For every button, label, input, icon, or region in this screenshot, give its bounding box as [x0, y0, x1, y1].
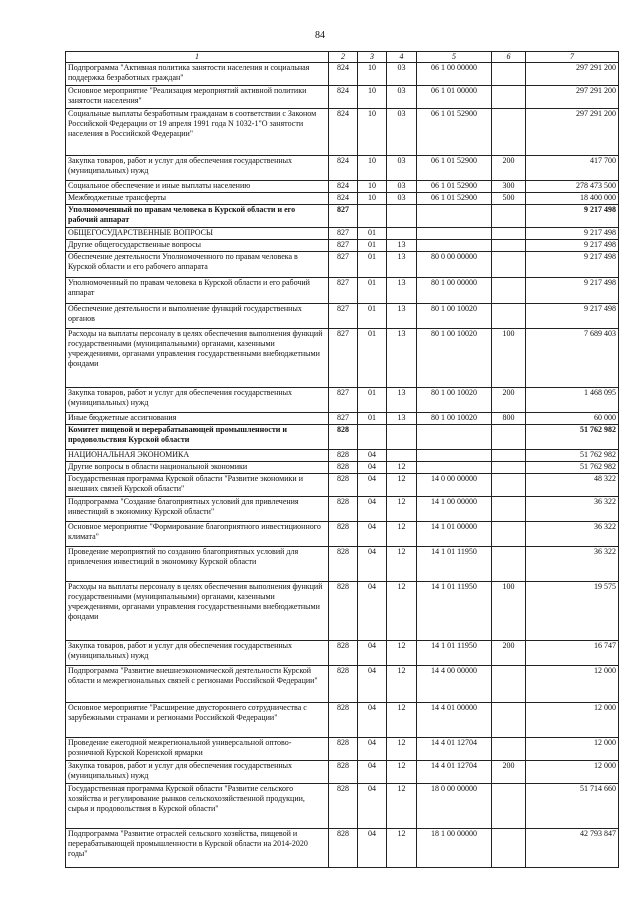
row-target-article-cell — [417, 240, 492, 252]
row-subsection-cell: 12 — [387, 641, 417, 666]
row-subsection-cell: 12 — [387, 522, 417, 547]
row-target-article-cell: 06 1 01 52900 — [417, 181, 492, 193]
row-target-article-cell: 80 0 00 00000 — [417, 252, 492, 278]
table-row — [66, 462, 619, 474]
row-expense-type-cell — [492, 278, 526, 304]
row-ved-cell: 827 — [329, 304, 358, 329]
table-row — [66, 641, 619, 666]
row-subsection-cell: 12 — [387, 829, 417, 868]
row-target-article-cell — [417, 425, 492, 450]
row-target-article-cell: 14 1 01 00000 — [417, 522, 492, 547]
table-row — [66, 329, 619, 388]
row-amount-cell: 12 000 — [526, 666, 619, 703]
table-row — [66, 784, 619, 829]
row-section-cell — [358, 425, 387, 450]
row-subsection-cell: 12 — [387, 474, 417, 497]
table-row — [66, 109, 619, 156]
table-row — [66, 63, 619, 86]
table-row — [66, 156, 619, 181]
row-name-cell: Уполномоченный по правам человека в Курской области и его рабочий аппарат — [66, 205, 329, 228]
table-row — [66, 666, 619, 703]
table-row — [66, 547, 619, 582]
row-expense-type-cell — [492, 109, 526, 156]
row-amount-cell: 9 217 498 — [526, 304, 619, 329]
row-target-article-cell: 80 1 00 10020 — [417, 388, 492, 413]
row-subsection-cell: 12 — [387, 547, 417, 582]
table-row — [66, 761, 619, 784]
row-section-cell: 01 — [358, 304, 387, 329]
row-section-cell: 04 — [358, 462, 387, 474]
row-section-cell: 01 — [358, 278, 387, 304]
row-expense-type-cell — [492, 425, 526, 450]
row-section-cell — [358, 205, 387, 228]
row-amount-cell: 9 217 498 — [526, 228, 619, 240]
row-section-cell: 04 — [358, 666, 387, 703]
row-expense-type-cell — [492, 784, 526, 829]
row-ved-cell: 828 — [329, 829, 358, 868]
row-expense-type-cell — [492, 228, 526, 240]
table-row — [66, 474, 619, 497]
row-target-article-cell — [417, 450, 492, 462]
row-expense-type-cell — [492, 474, 526, 497]
row-ved-cell: 828 — [329, 738, 358, 761]
row-expense-type-cell — [492, 450, 526, 462]
row-subsection-cell: 03 — [387, 193, 417, 205]
row-ved-cell: 827 — [329, 240, 358, 252]
row-subsection-cell — [387, 205, 417, 228]
row-target-article-cell: 14 4 01 12704 — [417, 761, 492, 784]
row-target-article-cell: 18 0 00 00000 — [417, 784, 492, 829]
page-number: 84 — [315, 30, 325, 41]
row-expense-type-cell — [492, 547, 526, 582]
row-ved-cell: 827 — [329, 413, 358, 425]
table-row — [66, 829, 619, 868]
row-name-cell: Уполномоченный по правам человека в Курской области и его рабочий аппарат — [66, 278, 329, 304]
row-ved-cell: 827 — [329, 329, 358, 388]
row-target-article-cell — [417, 228, 492, 240]
row-subsection-cell: 13 — [387, 278, 417, 304]
row-amount-cell: 60 000 — [526, 413, 619, 425]
row-ved-cell: 827 — [329, 252, 358, 278]
column-header: 3 — [358, 52, 387, 63]
row-subsection-cell: 13 — [387, 252, 417, 278]
table-row — [66, 193, 619, 205]
row-ved-cell: 824 — [329, 109, 358, 156]
row-expense-type-cell — [492, 462, 526, 474]
row-target-article-cell: 80 1 00 10020 — [417, 413, 492, 425]
row-amount-cell: 16 747 — [526, 641, 619, 666]
row-expense-type-cell: 100 — [492, 582, 526, 641]
table-row — [66, 522, 619, 547]
row-section-cell: 01 — [358, 240, 387, 252]
row-amount-cell: 278 473 500 — [526, 181, 619, 193]
row-subsection-cell: 03 — [387, 63, 417, 86]
row-expense-type-cell — [492, 86, 526, 109]
row-amount-cell: 36 322 — [526, 522, 619, 547]
table-row — [66, 181, 619, 193]
row-expense-type-cell — [492, 666, 526, 703]
row-name-cell: Основное мероприятие "Формирование благоприятного инвестиционного климата" — [66, 522, 329, 547]
row-target-article-cell: 14 1 01 11950 — [417, 641, 492, 666]
row-section-cell: 01 — [358, 329, 387, 388]
row-amount-cell: 9 217 498 — [526, 252, 619, 278]
row-section-cell: 04 — [358, 703, 387, 738]
row-target-article-cell — [417, 462, 492, 474]
row-section-cell: 04 — [358, 497, 387, 522]
row-ved-cell: 828 — [329, 761, 358, 784]
row-name-cell: Межбюджетные трансферты — [66, 193, 329, 205]
row-target-article-cell: 06 1 00 00000 — [417, 63, 492, 86]
table-row — [66, 425, 619, 450]
row-name-cell: Закупка товаров, работ и услуг для обеспечения государственных (муниципальных) нужд — [66, 156, 329, 181]
row-name-cell: Закупка товаров, работ и услуг для обеспечения государственных (муниципальных) нужд — [66, 761, 329, 784]
row-amount-cell: 9 217 498 — [526, 205, 619, 228]
row-expense-type-cell — [492, 205, 526, 228]
row-expense-type-cell: 500 — [492, 193, 526, 205]
row-name-cell: Проведение ежегодной межрегиональной универсальной оптово-розничной Курской Коренской ярмарки — [66, 738, 329, 761]
row-name-cell: Подпрограмма "Создание благоприятных условий для привлечения инвестиций в экономику Курской области" — [66, 497, 329, 522]
row-section-cell: 04 — [358, 450, 387, 462]
row-ved-cell: 827 — [329, 278, 358, 304]
row-ved-cell: 828 — [329, 425, 358, 450]
row-name-cell: Другие общегосударственные вопросы — [66, 240, 329, 252]
row-target-article-cell: 14 4 00 00000 — [417, 666, 492, 703]
row-section-cell: 10 — [358, 193, 387, 205]
row-amount-cell: 9 217 498 — [526, 240, 619, 252]
row-amount-cell: 51 762 982 — [526, 462, 619, 474]
row-name-cell: Расходы на выплаты персоналу в целях обеспечения выполнения функций государственными (муниципальными) органами, казенными учреждениями, органами управления государственными внебюджетными фондами — [66, 582, 329, 641]
row-name-cell: Основное мероприятие "Реализация мероприятий активной политики занятости населения" — [66, 86, 329, 109]
row-name-cell: Социальные выплаты безработным гражданам в соответствии с Законом Российской Федерации от 19 апреля 1991 года N 1032-1"О занятости населения в Российской Федерации" — [66, 109, 329, 156]
table-row — [66, 278, 619, 304]
row-subsection-cell: 12 — [387, 703, 417, 738]
table-row — [66, 497, 619, 522]
row-section-cell: 04 — [358, 547, 387, 582]
row-subsection-cell — [387, 228, 417, 240]
row-target-article-cell: 06 1 01 52900 — [417, 109, 492, 156]
row-section-cell: 10 — [358, 86, 387, 109]
table-body — [66, 63, 619, 868]
row-ved-cell: 827 — [329, 388, 358, 413]
row-target-article-cell: 18 1 00 00000 — [417, 829, 492, 868]
row-ved-cell: 828 — [329, 474, 358, 497]
row-name-cell: ОБЩЕГОСУДАРСТВЕННЫЕ ВОПРОСЫ — [66, 228, 329, 240]
row-section-cell: 10 — [358, 156, 387, 181]
row-target-article-cell: 14 4 01 12704 — [417, 738, 492, 761]
table-row — [66, 413, 619, 425]
table-header-row — [66, 52, 619, 63]
row-name-cell: НАЦИОНАЛЬНАЯ ЭКОНОМИКА — [66, 450, 329, 462]
row-name-cell: Основное мероприятие "Расширение двустороннего сотрудничества с зарубежными странами и регионами Российской Федерации" — [66, 703, 329, 738]
row-ved-cell: 828 — [329, 582, 358, 641]
table-row — [66, 252, 619, 278]
row-amount-cell: 19 575 — [526, 582, 619, 641]
row-name-cell: Подпрограмма "Активная политика занятости населения и социальная поддержка безработных граждан" — [66, 63, 329, 86]
row-subsection-cell: 03 — [387, 156, 417, 181]
row-name-cell: Комитет пищевой и перерабатывающей промышленности и продовольствия Курской области — [66, 425, 329, 450]
table-row — [66, 304, 619, 329]
row-name-cell: Закупка товаров, работ и услуг для обеспечения государственных (муниципальных) нужд — [66, 388, 329, 413]
row-subsection-cell: 12 — [387, 462, 417, 474]
row-section-cell: 10 — [358, 109, 387, 156]
row-subsection-cell: 03 — [387, 86, 417, 109]
row-section-cell: 04 — [358, 761, 387, 784]
row-section-cell: 10 — [358, 63, 387, 86]
row-expense-type-cell: 100 — [492, 329, 526, 388]
row-expense-type-cell: 200 — [492, 388, 526, 413]
row-subsection-cell: 13 — [387, 240, 417, 252]
row-ved-cell: 824 — [329, 156, 358, 181]
row-amount-cell: 51 762 982 — [526, 450, 619, 462]
row-expense-type-cell: 200 — [492, 761, 526, 784]
row-ved-cell: 824 — [329, 63, 358, 86]
row-name-cell: Государственная программа Курской области "Развитие сельского хозяйства и регулирование рынков сельскохозяйственной продукции, сырья и продовольствия в Курской области" — [66, 784, 329, 829]
row-expense-type-cell — [492, 829, 526, 868]
row-amount-cell: 12 000 — [526, 761, 619, 784]
row-ved-cell: 828 — [329, 450, 358, 462]
row-subsection-cell: 13 — [387, 304, 417, 329]
row-section-cell: 04 — [358, 641, 387, 666]
row-expense-type-cell — [492, 252, 526, 278]
row-amount-cell: 417 700 — [526, 156, 619, 181]
row-expense-type-cell — [492, 522, 526, 547]
row-target-article-cell: 80 1 00 00000 — [417, 278, 492, 304]
column-header: 4 — [387, 52, 417, 63]
table-row — [66, 240, 619, 252]
table-row — [66, 738, 619, 761]
row-amount-cell: 297 291 200 — [526, 63, 619, 86]
row-subsection-cell: 12 — [387, 582, 417, 641]
row-amount-cell: 36 322 — [526, 497, 619, 522]
row-expense-type-cell: 200 — [492, 641, 526, 666]
row-expense-type-cell: 300 — [492, 181, 526, 193]
row-target-article-cell: 14 4 01 00000 — [417, 703, 492, 738]
row-subsection-cell — [387, 425, 417, 450]
row-subsection-cell: 13 — [387, 413, 417, 425]
row-amount-cell: 9 217 498 — [526, 278, 619, 304]
row-expense-type-cell — [492, 63, 526, 86]
column-header: 2 — [329, 52, 358, 63]
row-ved-cell: 828 — [329, 522, 358, 547]
table-row — [66, 582, 619, 641]
row-expense-type-cell: 800 — [492, 413, 526, 425]
row-ved-cell: 828 — [329, 462, 358, 474]
row-name-cell: Обеспечение деятельности и выполнение функций государственных органов — [66, 304, 329, 329]
row-name-cell: Подпрограмма "Развитие отраслей сельского хозяйства, пищевой и перерабатывающей промышленности в Курской области на 2014-2020 годы" — [66, 829, 329, 868]
row-amount-cell: 297 291 200 — [526, 109, 619, 156]
row-ved-cell: 828 — [329, 784, 358, 829]
row-target-article-cell: 06 1 01 52900 — [417, 193, 492, 205]
row-section-cell: 04 — [358, 784, 387, 829]
row-ved-cell: 828 — [329, 703, 358, 738]
row-ved-cell: 828 — [329, 641, 358, 666]
row-amount-cell: 51 762 982 — [526, 425, 619, 450]
row-name-cell: Расходы на выплаты персоналу в целях обеспечения выполнения функций государственными (муниципальными) органами, казенными учреждениями, органами управления государственными внебюджетными фондами — [66, 329, 329, 388]
row-expense-type-cell: 200 — [492, 156, 526, 181]
row-subsection-cell: 03 — [387, 181, 417, 193]
row-amount-cell: 42 793 847 — [526, 829, 619, 868]
row-ved-cell: 828 — [329, 547, 358, 582]
row-section-cell: 04 — [358, 582, 387, 641]
row-subsection-cell: 13 — [387, 388, 417, 413]
row-expense-type-cell — [492, 304, 526, 329]
row-ved-cell: 827 — [329, 205, 358, 228]
row-amount-cell: 18 400 000 — [526, 193, 619, 205]
row-amount-cell: 7 689 403 — [526, 329, 619, 388]
row-section-cell: 04 — [358, 829, 387, 868]
row-expense-type-cell — [492, 703, 526, 738]
row-amount-cell: 48 322 — [526, 474, 619, 497]
row-subsection-cell — [387, 450, 417, 462]
row-amount-cell: 297 291 200 — [526, 86, 619, 109]
row-target-article-cell: 80 1 00 10020 — [417, 329, 492, 388]
row-amount-cell: 36 322 — [526, 547, 619, 582]
row-amount-cell: 12 000 — [526, 738, 619, 761]
row-expense-type-cell — [492, 497, 526, 522]
row-subsection-cell: 12 — [387, 761, 417, 784]
row-target-article-cell: 14 1 00 00000 — [417, 497, 492, 522]
row-name-cell: Проведение мероприятий по созданию благоприятных условий для привлечения инвестиций в экономику Курской области — [66, 547, 329, 582]
table-row — [66, 703, 619, 738]
row-ved-cell: 824 — [329, 193, 358, 205]
row-section-cell: 01 — [358, 252, 387, 278]
row-section-cell: 04 — [358, 474, 387, 497]
row-subsection-cell: 13 — [387, 329, 417, 388]
table-row — [66, 205, 619, 228]
row-amount-cell: 1 468 095 — [526, 388, 619, 413]
row-expense-type-cell — [492, 240, 526, 252]
row-subsection-cell: 12 — [387, 497, 417, 522]
table-row — [66, 228, 619, 240]
row-name-cell: Подпрограмма "Развитие внешнеэкономической деятельности Курской области и межрегиональных связей с регионами Российской Федерации" — [66, 666, 329, 703]
row-target-article-cell: 14 1 01 11950 — [417, 547, 492, 582]
column-header: 7 — [526, 52, 619, 63]
row-section-cell: 01 — [358, 228, 387, 240]
row-target-article-cell — [417, 205, 492, 228]
row-ved-cell: 824 — [329, 181, 358, 193]
row-subsection-cell: 03 — [387, 109, 417, 156]
row-subsection-cell: 12 — [387, 666, 417, 703]
row-name-cell: Государственная программа Курской области "Развитие экономики и внешних связей Курской области" — [66, 474, 329, 497]
column-header: 1 — [66, 52, 329, 63]
row-name-cell: Иные бюджетные ассигнования — [66, 413, 329, 425]
row-target-article-cell: 80 1 00 10020 — [417, 304, 492, 329]
row-expense-type-cell — [492, 738, 526, 761]
row-ved-cell: 824 — [329, 86, 358, 109]
table-row — [66, 388, 619, 413]
row-name-cell: Другие вопросы в области национальной экономики — [66, 462, 329, 474]
row-section-cell: 04 — [358, 522, 387, 547]
row-ved-cell: 827 — [329, 228, 358, 240]
column-header: 5 — [417, 52, 492, 63]
row-section-cell: 04 — [358, 738, 387, 761]
row-name-cell: Социальное обеспечение и иные выплаты населению — [66, 181, 329, 193]
row-section-cell: 01 — [358, 413, 387, 425]
row-ved-cell: 828 — [329, 666, 358, 703]
row-name-cell: Обеспечение деятельности Уполномоченного по правам человека в Курской области и его рабочего аппарата — [66, 252, 329, 278]
table-row — [66, 86, 619, 109]
column-header: 6 — [492, 52, 526, 63]
row-subsection-cell: 12 — [387, 738, 417, 761]
row-name-cell: Закупка товаров, работ и услуг для обеспечения государственных (муниципальных) нужд — [66, 641, 329, 666]
row-target-article-cell: 06 1 01 52900 — [417, 156, 492, 181]
row-target-article-cell: 14 0 00 00000 — [417, 474, 492, 497]
row-ved-cell: 828 — [329, 497, 358, 522]
table-row — [66, 450, 619, 462]
row-section-cell: 10 — [358, 181, 387, 193]
row-amount-cell: 51 714 660 — [526, 784, 619, 829]
row-amount-cell: 12 000 — [526, 703, 619, 738]
row-target-article-cell: 14 1 01 11950 — [417, 582, 492, 641]
row-target-article-cell: 06 1 01 00000 — [417, 86, 492, 109]
row-subsection-cell: 12 — [387, 784, 417, 829]
row-section-cell: 01 — [358, 388, 387, 413]
budget-table — [65, 51, 619, 868]
